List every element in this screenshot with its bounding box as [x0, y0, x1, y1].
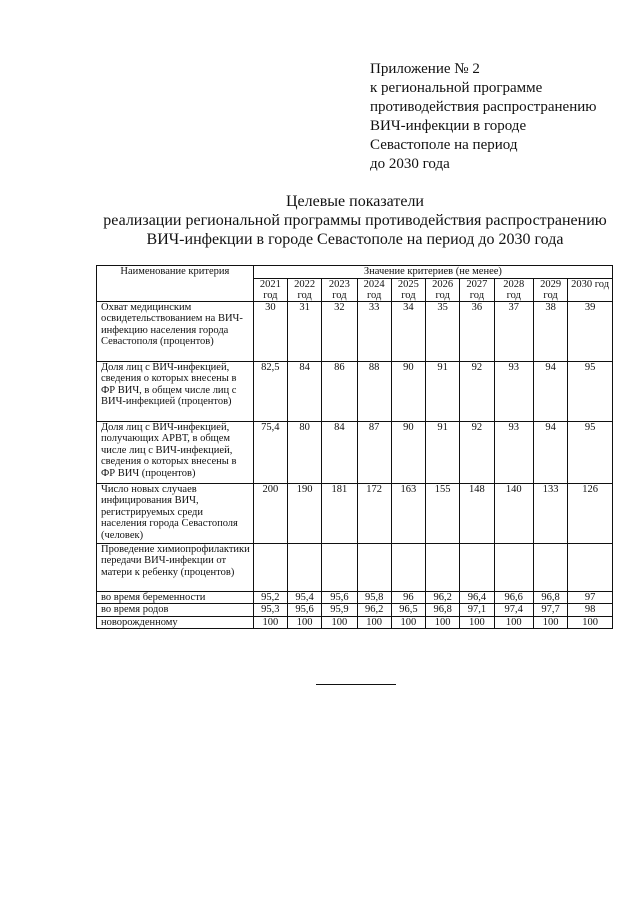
table-row — [97, 361, 613, 421]
year-header: 2030 год — [568, 278, 613, 301]
title-line: ВИЧ-инфекции в городе Севастополе на период до 2030 года — [146, 231, 564, 248]
criterion-value: 97,7 — [533, 604, 567, 617]
criterion-value: 88 — [357, 361, 391, 421]
criterion-name: Охват медицинским освидетельствованием на ВИЧ-инфекцию населения города Севастополя (процентов) — [97, 301, 254, 361]
criterion-value: 37 — [494, 301, 533, 361]
criterion-value — [533, 543, 567, 591]
criteria-table — [96, 265, 613, 629]
criterion-name: Число новых случаев инфицирования ВИЧ, регистрируемых среди населения города Севастополя (человек) — [97, 483, 254, 543]
criterion-value: 91 — [426, 361, 460, 421]
criterion-value — [253, 543, 287, 591]
appendix-line: ВИЧ-инфекции в городе — [370, 118, 527, 134]
criterion-value: 155 — [426, 483, 460, 543]
criterion-value: 100 — [391, 616, 425, 629]
criterion-value: 200 — [253, 483, 287, 543]
criterion-value: 96,8 — [533, 591, 567, 604]
criterion-name: новорожденному — [97, 616, 254, 629]
name-header: Наименование критерия — [97, 266, 254, 302]
table-row — [97, 616, 613, 629]
criterion-value: 181 — [322, 483, 357, 543]
criterion-value: 96,5 — [391, 604, 425, 617]
criterion-value: 82,5 — [253, 361, 287, 421]
criterion-value: 95,6 — [287, 604, 321, 617]
criterion-value — [287, 543, 321, 591]
criterion-value: 95,2 — [253, 591, 287, 604]
title-line: Целевые показатели — [286, 193, 424, 210]
year-header: 2021 год — [253, 278, 287, 301]
criterion-value: 172 — [357, 483, 391, 543]
criterion-value: 95 — [568, 421, 613, 483]
criterion-value: 100 — [287, 616, 321, 629]
criterion-value: 163 — [391, 483, 425, 543]
criterion-name: во время родов — [97, 604, 254, 617]
criterion-value: 100 — [322, 616, 357, 629]
appendix-line: противодействия распространению — [370, 99, 597, 115]
criterion-value: 84 — [287, 361, 321, 421]
criterion-value: 93 — [494, 361, 533, 421]
criterion-value — [460, 543, 494, 591]
criterion-value: 126 — [568, 483, 613, 543]
criterion-value — [568, 543, 613, 591]
criterion-value: 100 — [494, 616, 533, 629]
criterion-value: 100 — [568, 616, 613, 629]
year-header: 2023 год — [322, 278, 357, 301]
criterion-value: 98 — [568, 604, 613, 617]
criterion-value: 91 — [426, 421, 460, 483]
criterion-name: Доля лиц с ВИЧ-инфекцией, сведения о которых внесены в ФР ВИЧ, в общем числе лиц с ВИЧ-инфекцией (процентов) — [97, 361, 254, 421]
criterion-value: 95,9 — [322, 604, 357, 617]
criterion-value: 95,4 — [287, 591, 321, 604]
criterion-value: 80 — [287, 421, 321, 483]
criterion-value: 95 — [568, 361, 613, 421]
table-row — [97, 591, 613, 604]
year-header: 2028 год — [494, 278, 533, 301]
criterion-value — [322, 543, 357, 591]
criterion-value: 39 — [568, 301, 613, 361]
table-row — [97, 543, 613, 591]
criterion-value: 75,4 — [253, 421, 287, 483]
criterion-name: Проведение химиопрофилактики передачи ВИЧ-инфекции от матери к ребенку (процентов) — [97, 543, 254, 591]
criterion-value: 96,8 — [426, 604, 460, 617]
table-row — [97, 483, 613, 543]
criterion-value: 100 — [357, 616, 391, 629]
criterion-value: 97,1 — [460, 604, 494, 617]
criterion-value: 90 — [391, 421, 425, 483]
criterion-value: 92 — [460, 361, 494, 421]
document-title — [90, 192, 620, 249]
criterion-value: 33 — [357, 301, 391, 361]
criterion-value: 95,3 — [253, 604, 287, 617]
criterion-value: 100 — [253, 616, 287, 629]
criterion-value: 38 — [533, 301, 567, 361]
criterion-value: 100 — [460, 616, 494, 629]
criterion-name: Доля лиц с ВИЧ-инфекцией, получающих АРВТ, в общем числе лиц с ВИЧ-инфекцией, сведения о которых внесены в ФР ВИЧ (процентов) — [97, 421, 254, 483]
table-row — [97, 421, 613, 483]
criterion-value: 100 — [533, 616, 567, 629]
criterion-value: 92 — [460, 421, 494, 483]
criterion-value: 97,4 — [494, 604, 533, 617]
values-header: Значение критериев (не менее) — [253, 266, 612, 279]
criterion-value — [426, 543, 460, 591]
criterion-value: 90 — [391, 361, 425, 421]
year-header: 2027 год — [460, 278, 494, 301]
criterion-value: 95,6 — [322, 591, 357, 604]
criterion-value: 31 — [287, 301, 321, 361]
criterion-value: 94 — [533, 421, 567, 483]
criterion-value: 30 — [253, 301, 287, 361]
criterion-value: 86 — [322, 361, 357, 421]
criterion-value: 84 — [322, 421, 357, 483]
criterion-value: 140 — [494, 483, 533, 543]
year-header: 2025 год — [391, 278, 425, 301]
year-header: 2029 год — [533, 278, 567, 301]
criterion-name: во время беременности — [97, 591, 254, 604]
criterion-value: 96,6 — [494, 591, 533, 604]
criterion-value — [494, 543, 533, 591]
criterion-value: 96,2 — [426, 591, 460, 604]
table-row — [97, 604, 613, 617]
criterion-value: 95,8 — [357, 591, 391, 604]
criterion-value: 190 — [287, 483, 321, 543]
appendix-line: Приложение № 2 — [370, 61, 480, 77]
year-header: 2024 год — [357, 278, 391, 301]
title-line: реализации региональной программы противодействия распространению — [103, 212, 607, 229]
criterion-value: 133 — [533, 483, 567, 543]
criterion-value: 94 — [533, 361, 567, 421]
appendix-line: до 2030 года — [370, 156, 450, 172]
criterion-value: 34 — [391, 301, 425, 361]
criterion-value: 93 — [494, 421, 533, 483]
year-header: 2026 год — [426, 278, 460, 301]
criterion-value: 96,4 — [460, 591, 494, 604]
year-header: 2022 год — [287, 278, 321, 301]
criterion-value: 97 — [568, 591, 613, 604]
closing-divider — [316, 684, 396, 685]
criterion-value: 96,2 — [357, 604, 391, 617]
criterion-value: 35 — [426, 301, 460, 361]
table-row — [97, 301, 613, 361]
criterion-value: 96 — [391, 591, 425, 604]
appendix-block — [370, 60, 620, 174]
criterion-value: 87 — [357, 421, 391, 483]
criterion-value: 36 — [460, 301, 494, 361]
criterion-value — [391, 543, 425, 591]
appendix-line: Севастополе на период — [370, 137, 518, 153]
criterion-value: 100 — [426, 616, 460, 629]
criterion-value — [357, 543, 391, 591]
appendix-line: к региональной программе — [370, 80, 543, 96]
criterion-value: 32 — [322, 301, 357, 361]
criterion-value: 148 — [460, 483, 494, 543]
